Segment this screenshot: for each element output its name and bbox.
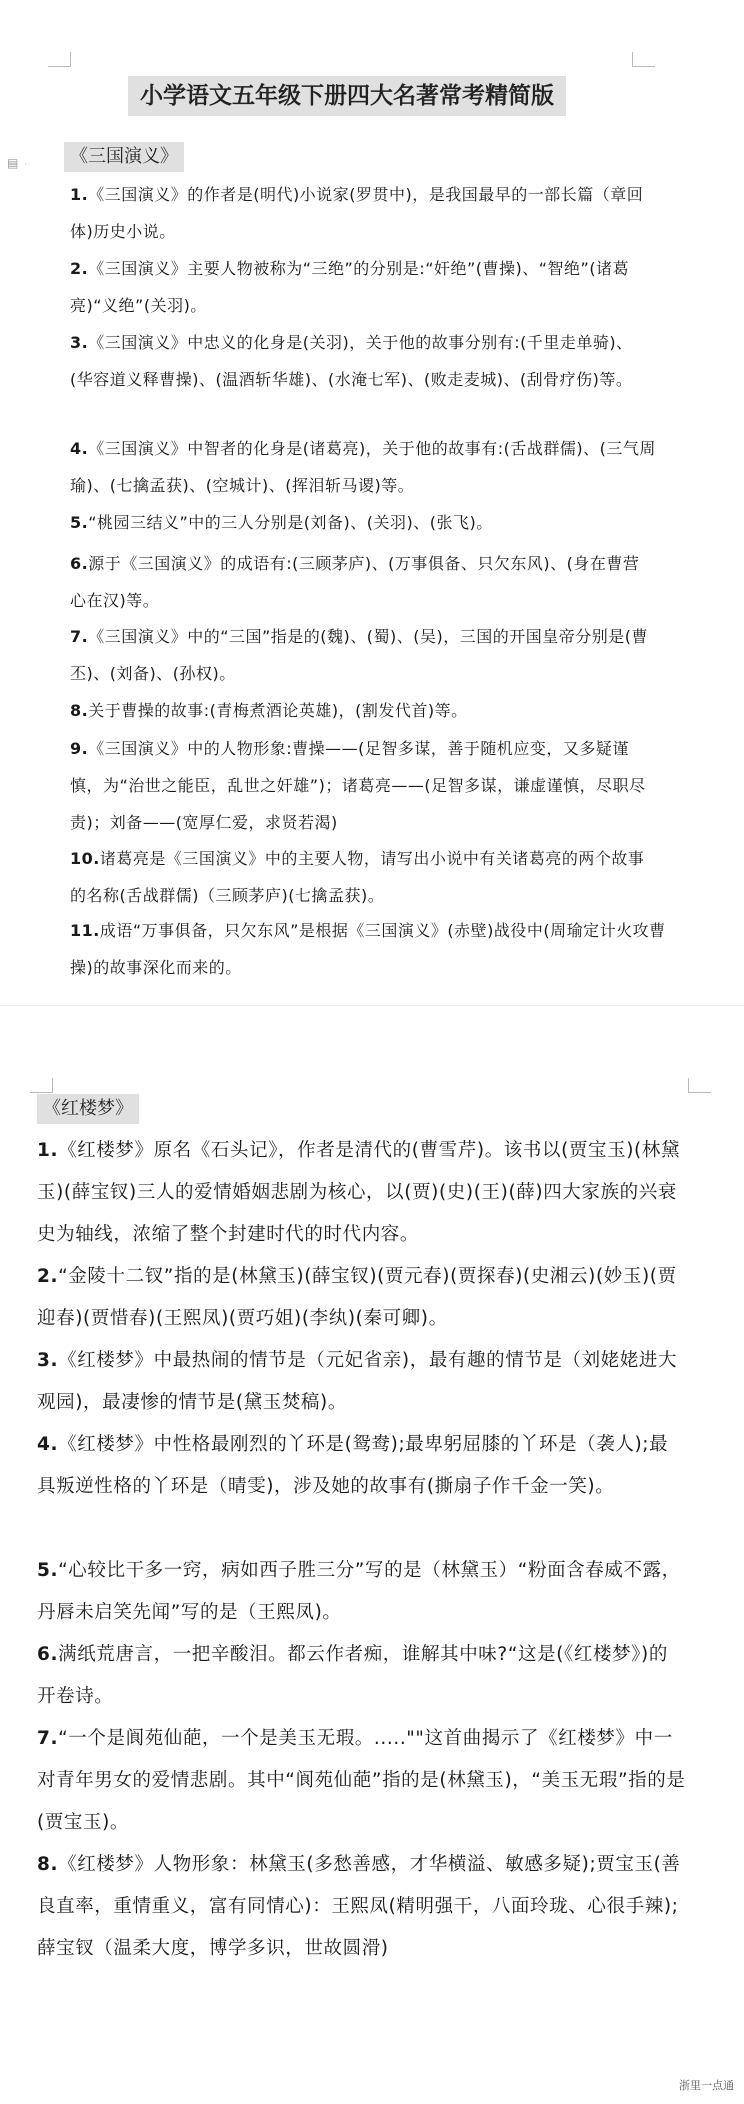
list-item: 1.《红楼梦》原名《石头记》，作者是清代的(曹雪芹)。该书以(贾宝玉)(林黛玉)(薛宝钗)三人的爱情婚姻悲剧为核心，以(贾)(史)(王)(薛)四大家族的兴衰史为轴线，浓缩了整个封建时代的时代内容。 — [37, 1140, 681, 1245]
anchor-dot-icon: · — [24, 160, 27, 169]
list-item: 9.《三国演义》中的人物形象:曹操——(足智多谋，善于随机应变，又多疑谨慎，为“治世之能臣，乱世之奸雄”)；诸葛亮——(足智多谋，谦虚谨慎，尽职尽责)；刘备——(宽厚仁爱，求贤若渴) — [70, 739, 646, 832]
section-heading: 《红楼梦》 — [37, 1094, 139, 1124]
list-item: 8.关于曹操的故事:(青梅煮酒论英雄)，(割发代首)等。 — [70, 701, 468, 720]
list-item: 5.“桃园三结义”中的三人分别是(刘备)、(关羽)、(张飞)。 — [70, 513, 493, 532]
footer-brand: 浙里一点通 — [679, 2079, 734, 2092]
list-item: 10.诸葛亮是《三国演义》中的主要人物，请写出小说中有关诸葛亮的两个故事的名称(舌战群儒)（三顾茅庐)(七擒孟获)。 — [70, 849, 645, 905]
list-item: 1.《三国演义》的作者是(明代)小说家(罗贯中)，是我国最早的一部长篇（章回体)历史小说。 — [70, 185, 644, 241]
page-corner-mark-mid-left — [30, 1078, 53, 1093]
list-item: 2.“金陵十二钗”指的是(林黛玉)(薛宝钗)(贾元春)(贾探春)(史湘云)(妙玉)(贾迎春)(贾惜春)(王熙凤)(贾巧姐)(李纨)(秦可卿)。 — [37, 1266, 677, 1329]
list-item: 5.“心较比干多一窍，病如西子胜三分”写的是（林黛玉）“粉面含春威不露，丹唇未启笑先闻”写的是（王熙凤)。 — [37, 1560, 681, 1623]
page-corner-mark-mid-right — [688, 1078, 711, 1093]
list-item: 6.源于《三国演义》的成语有:(三顾茅庐)、(万事俱备、只欠东风)、(身在曹营心在汉)等。 — [70, 554, 640, 610]
list-item: 7.“一个是阆苑仙葩，一个是美玉无瑕。.....""这首曲揭示了《红楼梦》中一对青年男女的爱情悲剧。其中“阆苑仙葩”指的是(林黛玉)，“美玉无瑕”指的是(贾宝玉)。 — [37, 1728, 686, 1833]
list-item: 8.《红楼梦》人物形象：林黛玉(多愁善感，才华横溢、敏感多疑);贾宝玉(善良直率，重情重义，富有同情心)：王熙凤(精明强干，八面玲珑、心很手辣);薛宝钗（温柔大度，博学多识，世故圆滑) — [37, 1854, 681, 1959]
list-item: 4.《三国演义》中智者的化身是(诸葛亮)，关于他的故事有:(舌战群儒)、(三气周瑜)、(七擒孟获)、(空城计)、(挥泪斩马谡)等。 — [70, 439, 656, 495]
list-item: 4.《红楼梦》中性格最刚烈的丫环是(鸳鸯);最卑躬屈膝的丫环是（袭人);最具叛逆性格的丫环是（晴雯)，涉及她的故事有(撕扇子作千金一笑)。 — [37, 1434, 669, 1497]
page-title: 小学语文五年级下册四大名著常考精简版 — [128, 76, 566, 116]
page-separator — [0, 1005, 744, 1006]
section-heading: 《三国演义》 — [64, 142, 184, 172]
list-item: 11.成语“万事俱备，只欠东风”是根据《三国演义》(赤壁)战役中(周瑜定计火攻曹操)的故事深化而来的。 — [70, 921, 666, 977]
list-item: 3.《红楼梦》中最热闹的情节是（元妃省亲)，最有趣的情节是（刘姥姥进大观园)，最凄惨的情节是(黛玉焚稿)。 — [37, 1350, 678, 1413]
document-icon: ▤ — [7, 156, 19, 170]
page-corner-mark-top-left — [48, 52, 71, 67]
list-item: 3.《三国演义》中忠义的化身是(关羽)，关于他的故事分别有:(千里走单骑)、(华容道义释曹操)、(温酒斩华雄)、(水淹七军)、(败走麦城)、(刮骨疗伤)等。 — [70, 333, 633, 389]
list-item: 2.《三国演义》主要人物被称为“三绝”的分别是:“奸绝”(曹操)、“智绝”(诸葛亮)“义绝”(关羽)。 — [70, 259, 630, 315]
page-corner-mark-top-right — [632, 52, 655, 67]
list-item: 7.《三国演义》中的“三国”指是的(魏)、(蜀)、(吴)，三国的开国皇帝分别是(曹丕)、(刘备)、(孙权)。 — [70, 627, 648, 683]
list-item: 6.满纸荒唐言，一把辛酸泪。都云作者痴，谁解其中味?“这是(《红楼梦》)的开卷诗。 — [37, 1644, 668, 1707]
